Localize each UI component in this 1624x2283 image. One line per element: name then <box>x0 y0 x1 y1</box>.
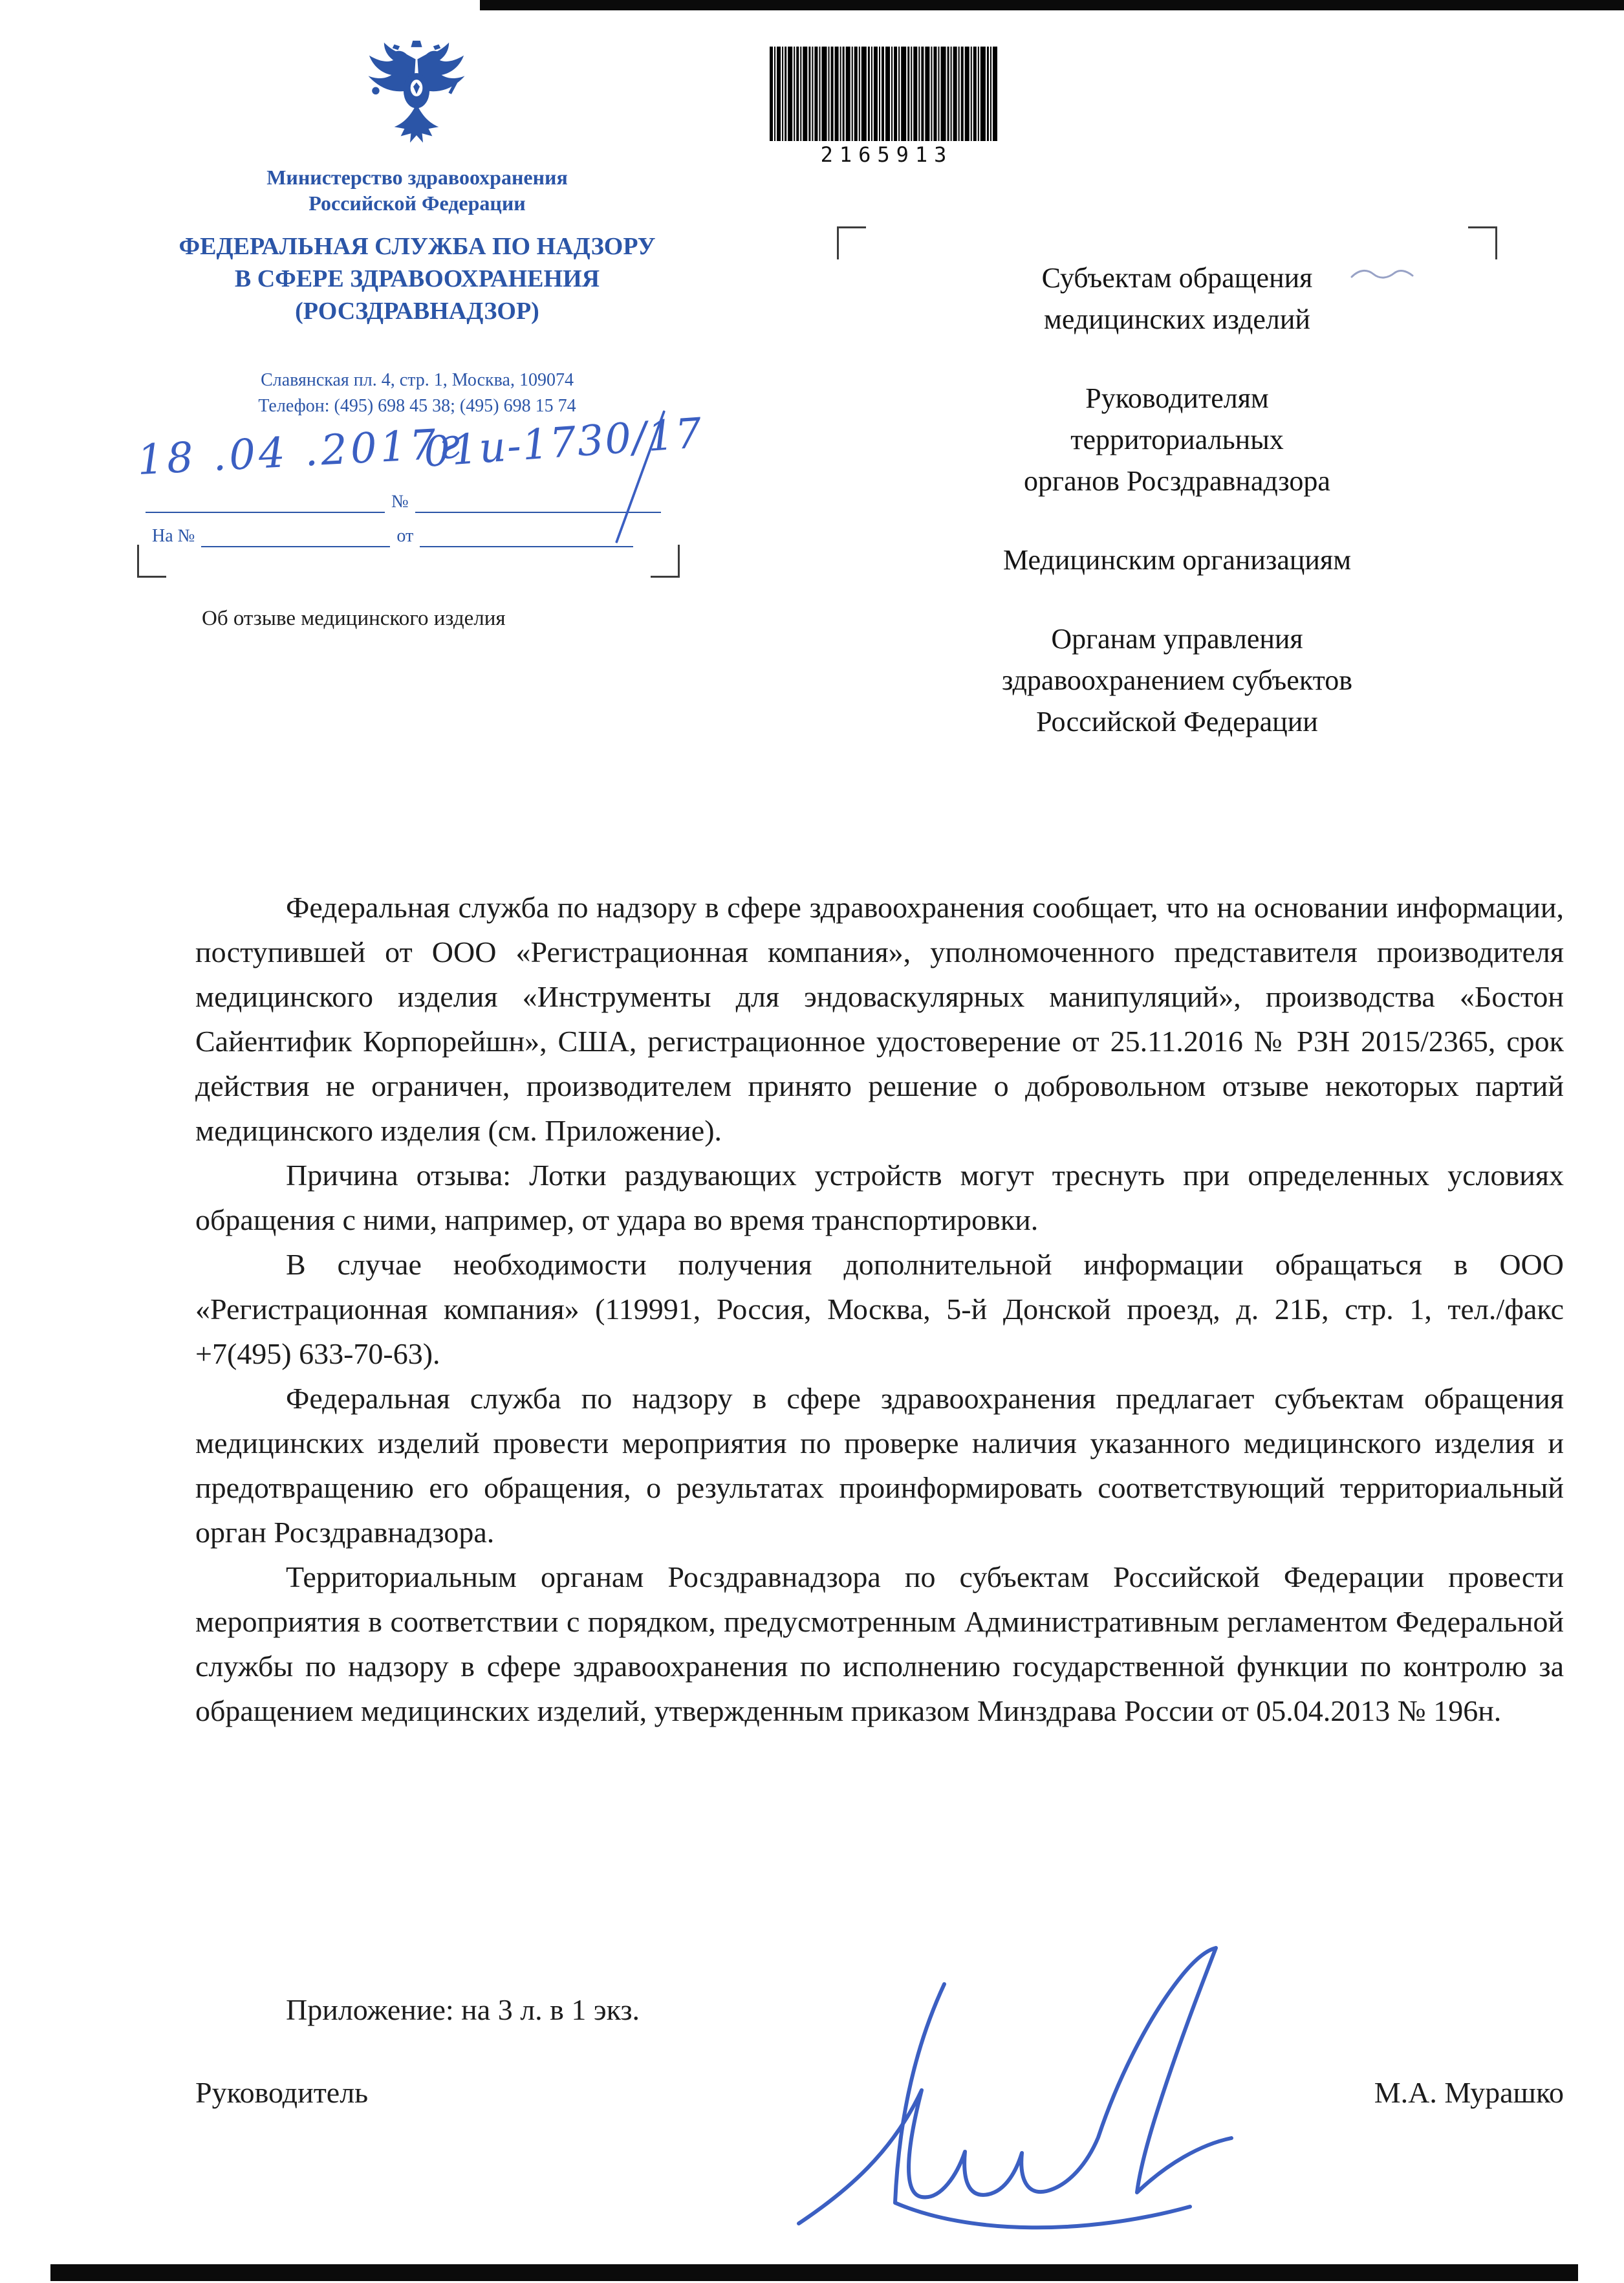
agency-line: В СФЕРЕ ЗДРАВООХРАНЕНИЯ <box>234 265 600 292</box>
agency-phone: Телефон: (495) 698 45 38; (495) 698 15 74 <box>258 396 576 416</box>
form-corner-mark <box>651 545 680 578</box>
ministry-line: Министерство здравоохранения <box>266 166 568 189</box>
reference-line <box>146 519 682 547</box>
barcode-number: 2165913 <box>820 142 953 167</box>
date-blank-line <box>146 486 385 513</box>
coat-of-arms-eagle-icon <box>361 36 472 153</box>
agency-name <box>126 230 708 327</box>
addressee-line: территориальных <box>1070 424 1284 455</box>
ref-number-blank <box>201 520 390 547</box>
ministry-line: Российской Федерации <box>309 191 526 215</box>
agency-address: Славянская пл. 4, стр. 1, Москва, 109074 <box>261 370 574 390</box>
scan-artifact-top-bar <box>480 0 1624 10</box>
scan-artifact-bottom-bar <box>50 2264 1578 2281</box>
number-blank-line <box>415 486 661 513</box>
barcode <box>770 47 997 167</box>
handwritten-outgoing-number: 01и-1730/17 <box>422 410 705 477</box>
letter-body <box>195 885 1564 1733</box>
addressee-group <box>850 618 1504 743</box>
body-paragraph: В случае необходимости получения дополнительной информации обращаться в ООО «Регистрационная компания» (119991, Россия, Москва, 5-й Донской проезд, д. 21Б, стр. 1, тел./факс +7(495) 633-70-63). <box>195 1248 1564 1370</box>
body-paragraph: Территориальным органам Росздравнадзора по субъектам Российской Федерации провести мероприятия в соответствии с порядком, предусмотренным Административным регламентом Федеральной службы по надзору в сфере здравоохранения по исполнению государственной функции по контролю за обращением медицинских изделий, утвержденным приказом Минздрава России от 05.04.2013 № 196н. <box>195 1560 1564 1727</box>
addressee-block <box>850 257 1504 780</box>
ministry-name <box>191 164 644 216</box>
ref-na-label: На № <box>152 526 195 546</box>
body-paragraph: Причина отзыва: Лотки раздувающих устройств могут треснуть при определенных условиях обращения с ними, например, от удара во время транспортировки. <box>195 1159 1564 1236</box>
number-sign: № <box>391 492 409 512</box>
body-paragraph: Федеральная служба по надзору в сфере здравоохранения предлагает субъектам обращения медицинских изделий провести мероприятия по проверке наличия указанного медицинского изделия и предотвращению его обращения, о результатах проинформировать соответствующий территориальный орган Росздравнадзора. <box>195 1382 1564 1549</box>
date-number-line <box>146 482 682 513</box>
form-corner-mark <box>1468 226 1497 259</box>
addressee-line: Медицинским организациям <box>1002 544 1352 576</box>
barcode-bars-icon <box>770 47 997 141</box>
addressee-line: Субъектам обращения <box>1041 262 1313 294</box>
body-paragraph: Федеральная служба по надзору в сфере здравоохранения сообщает, что на основании информации, поступившей от ООО «Регистрационная компания», уполномоченного представителя производителя медицинского изделия «Инструменты для эндоваскулярных манипуляций», производства «Бостон Сайентифик Корпорейшн», США, регистрационное удостоверение от 25.11.2016 № РЗН 2015/2365, срок действия не ограничен, производителем принято решение о добровольном отзыве некоторых партий медицинского изделия (см. Приложение). <box>195 891 1564 1147</box>
ref-ot-label: от <box>396 526 414 546</box>
agency-line: ФЕДЕРАЛЬНАЯ СЛУЖБА ПО НАДЗОРУ <box>179 233 656 260</box>
ref-date-blank <box>420 520 633 547</box>
signer-name: М.А. Мурашко <box>1374 2076 1564 2109</box>
attachment-line: Приложение: на 3 л. в 1 экз. <box>286 1993 640 2026</box>
pen-mark <box>1350 265 1415 285</box>
addressee-group <box>850 540 1504 581</box>
addressee-line: органов Росздравнадзора <box>1024 465 1330 497</box>
form-corner-mark <box>837 226 866 259</box>
addressee-group <box>850 378 1504 502</box>
signature-autograph <box>737 1944 1261 2261</box>
subject-line: Об отзыве медицинского изделия <box>202 607 506 630</box>
addressee-line: Российской Федерации <box>1036 706 1318 737</box>
addressee-line: Органам управления <box>1051 623 1303 655</box>
addressee-line: Руководителям <box>1085 382 1269 414</box>
signer-position: Руководитель <box>195 2076 369 2109</box>
handwritten-date: 18 .04 .2017г <box>136 419 465 485</box>
addressee-line: медицинских изделий <box>1044 303 1310 335</box>
addressee-line: здравоохранением субъектов <box>1001 664 1353 696</box>
agency-line: (РОСЗДРАВНАДЗОР) <box>295 298 539 325</box>
form-corner-mark <box>137 545 166 578</box>
